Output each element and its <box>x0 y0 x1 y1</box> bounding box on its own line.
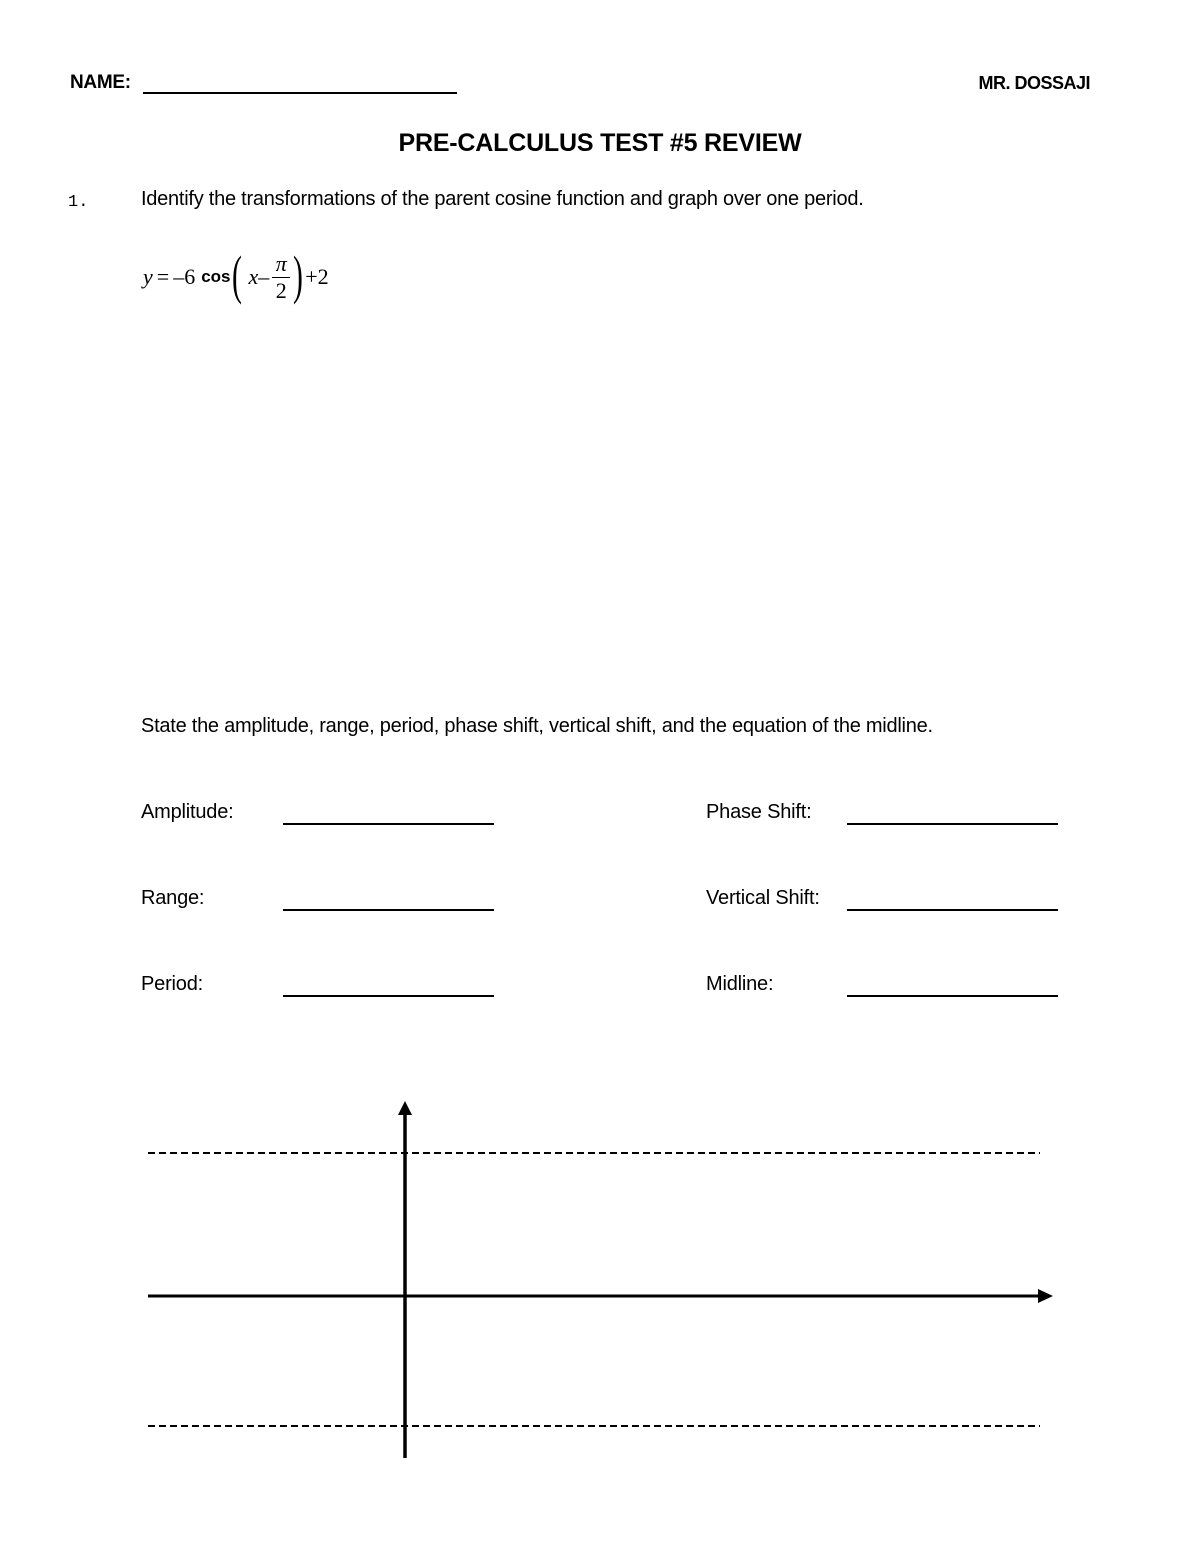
amplitude-label: Amplitude: <box>141 801 234 823</box>
x-axis-arrow-icon <box>1038 1289 1053 1303</box>
equation-open-paren: ( <box>232 245 243 305</box>
instruction-text: State the amplitude, range, period, phase shift, vertical shift, and the equation of the midline. <box>141 715 933 737</box>
y-axis-arrow-icon <box>398 1101 412 1115</box>
equation-function: cos <box>201 267 231 286</box>
name-label: NAME: <box>70 72 131 93</box>
equation-variable: x <box>248 264 259 289</box>
fraction-denominator: 2 <box>275 277 287 303</box>
equation-equals: = <box>156 264 170 289</box>
question-prompt: Identify the transformations of the parent cosine function and graph over one period. <box>141 188 864 210</box>
midline-label: Midline: <box>706 973 774 995</box>
teacher-name: MR. DOSSAJI <box>978 73 1090 93</box>
vertical-shift-label: Vertical Shift: <box>706 887 820 909</box>
period-label: Period: <box>141 973 203 995</box>
phase-shift-label: Phase Shift: <box>706 801 812 823</box>
page-title: PRE-CALCULUS TEST #5 REVIEW <box>398 129 802 157</box>
equation-vertical-shift: +2 <box>305 264 329 289</box>
equation-coefficient: –6 <box>173 264 196 289</box>
equation-minus: – <box>258 264 270 289</box>
equation-lhs: y <box>143 264 153 289</box>
fraction-numerator: π <box>275 250 287 276</box>
equation-close-paren: ) <box>293 245 304 305</box>
question-number: 1. <box>68 193 89 212</box>
range-label: Range: <box>141 887 205 909</box>
